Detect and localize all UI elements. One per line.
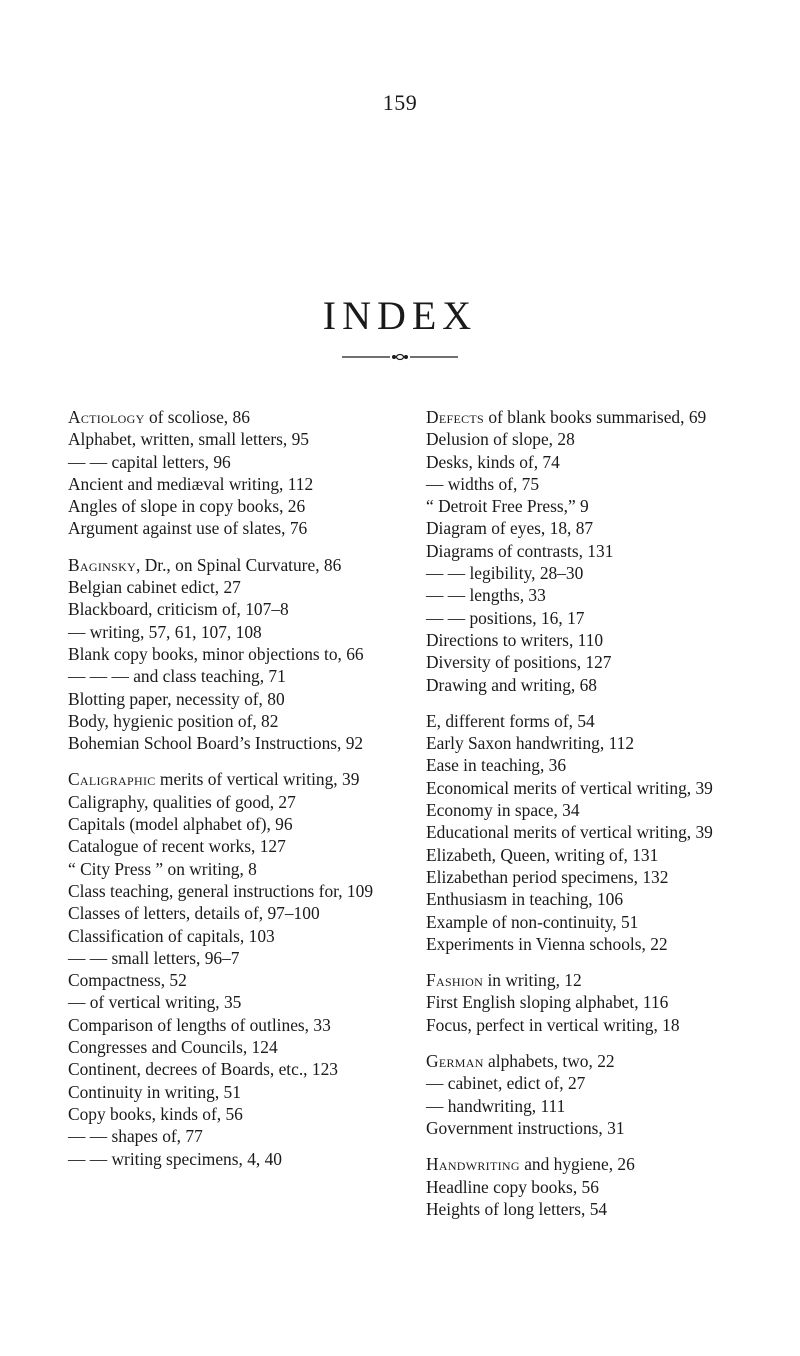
index-entry xyxy=(68,813,386,835)
index-entry xyxy=(68,991,386,1013)
index-entry xyxy=(68,665,386,687)
index-entry xyxy=(426,1050,744,1072)
index-entry xyxy=(426,540,744,562)
entry-text: — writing, 57, 61, 107, 108 xyxy=(68,621,262,642)
entry-text: Catalogue of recent works, 127 xyxy=(68,836,286,857)
entry-text: — cabinet, edict of, 27 xyxy=(426,1073,586,1094)
index-entry xyxy=(68,451,386,473)
index-entry xyxy=(68,576,386,598)
index-entry xyxy=(426,991,744,1013)
entry-text: Classification of capitals, 103 xyxy=(68,925,275,946)
index-entry xyxy=(68,1014,386,1036)
entry-lead-word: Baginsky xyxy=(68,554,136,575)
entry-lead-word: Actiology xyxy=(68,407,145,427)
index-entry xyxy=(68,495,386,517)
ornament-rule xyxy=(342,352,458,362)
index-column-left xyxy=(68,406,386,1170)
entry-text: “ Detroit Free Press,” 9 xyxy=(426,496,589,517)
entry-text: Economy in space, 34 xyxy=(426,800,580,821)
index-entry xyxy=(426,1153,744,1175)
entry-text: First English sloping alphabet, 116 xyxy=(426,992,669,1013)
entry-text: Ease in teaching, 36 xyxy=(426,755,567,776)
index-entry xyxy=(68,732,386,754)
entry-text: Comparison of lengths of outlines, 33 xyxy=(68,1014,331,1035)
index-entry xyxy=(426,562,744,584)
entry-text: Desks, kinds of, 74 xyxy=(426,451,560,472)
entry-text: Compactness, 52 xyxy=(68,970,187,991)
index-entry xyxy=(68,643,386,665)
index-entry xyxy=(426,844,744,866)
index-entry xyxy=(426,799,744,821)
index-entry xyxy=(68,1036,386,1058)
entry-text: Ancient and mediæval writing, 112 xyxy=(68,473,314,494)
index-entry xyxy=(68,1103,386,1125)
index-entry xyxy=(68,902,386,924)
index-entry xyxy=(68,947,386,969)
index-entry xyxy=(68,925,386,947)
index-entry xyxy=(426,451,744,473)
entry-text: — — lengths, 33 xyxy=(426,585,546,606)
index-entry xyxy=(426,866,744,888)
entry-text: Government instructions, 31 xyxy=(426,1117,625,1138)
entry-text: “ City Press ” on writing, 8 xyxy=(68,858,257,879)
entry-text: of scoliose, 86 xyxy=(144,407,250,427)
entry-text: Blackboard, criticism of, 107–8 xyxy=(68,599,289,620)
index-entry xyxy=(426,1095,744,1117)
entry-text: Drawing and writing, 68 xyxy=(426,674,597,695)
page-title: INDEX xyxy=(322,293,478,338)
entry-text: and hygiene, 26 xyxy=(519,1154,635,1175)
index-entry xyxy=(426,1117,744,1139)
entry-text: Economical merits of vertical writing, 39 xyxy=(426,777,713,798)
index-column-right xyxy=(426,406,744,1220)
entry-text: Headline copy books, 56 xyxy=(426,1176,599,1197)
index-entry xyxy=(68,688,386,710)
page-number: 159 xyxy=(382,90,418,115)
index-entry xyxy=(426,1072,744,1094)
index-entry xyxy=(426,821,744,843)
index-entry xyxy=(426,495,744,517)
entry-text: of blank books summarised, 69 xyxy=(484,407,707,427)
entry-text: Argument against use of slates, 76 xyxy=(68,518,308,539)
index-entry xyxy=(68,517,386,539)
entry-text: Belgian cabinet edict, 27 xyxy=(68,577,241,598)
entry-text: Classes of letters, details of, 97–100 xyxy=(68,903,320,924)
index-entry xyxy=(68,428,386,450)
index-entry xyxy=(426,732,744,754)
index-entry xyxy=(426,888,744,910)
entry-text: E, different forms of, 54 xyxy=(426,710,595,731)
entry-text: Class teaching, general instructions for, 109 xyxy=(68,880,374,901)
entry-text: Blank copy books, minor objections to, 66 xyxy=(68,643,364,664)
entry-text: Copy books, kinds of, 56 xyxy=(68,1103,243,1124)
index-entry xyxy=(68,1081,386,1103)
entry-text: — — positions, 16, 17 xyxy=(426,607,585,628)
entry-text: Alphabet, written, small letters, 95 xyxy=(68,429,309,450)
index-entry xyxy=(426,428,744,450)
entry-text: Bohemian School Board’s Instructions, 92 xyxy=(68,733,364,754)
entry-text: Diagram of eyes, 18, 87 xyxy=(426,518,594,539)
entry-text: Capitals (model alphabet of), 96 xyxy=(68,814,293,835)
entry-text: Congresses and Councils, 124 xyxy=(68,1037,278,1058)
entry-text: Focus, perfect in vertical writing, 18 xyxy=(426,1014,680,1035)
index-entry xyxy=(68,473,386,495)
index-entry xyxy=(426,406,744,428)
entry-text: — — writing specimens, 4, 40 xyxy=(68,1148,282,1169)
entry-text: Elizabeth, Queen, writing of, 131 xyxy=(426,844,659,865)
index-entry xyxy=(426,607,744,629)
entry-text: Experiments in Vienna schools, 22 xyxy=(426,933,668,954)
index-entry xyxy=(68,791,386,813)
index-entry xyxy=(426,710,744,732)
entry-text: merits of vertical writing, 39 xyxy=(155,769,360,790)
index-entry xyxy=(426,651,744,673)
index-entry xyxy=(426,1198,744,1220)
entry-text: — — small letters, 96–7 xyxy=(68,947,240,968)
entry-text: Educational merits of vertical writing, 39 xyxy=(426,822,713,843)
index-entry xyxy=(68,1058,386,1080)
index-entry xyxy=(68,880,386,902)
entry-text: Delusion of slope, 28 xyxy=(426,429,575,450)
index-entry xyxy=(426,473,744,495)
entry-text: Heights of long letters, 54 xyxy=(426,1198,608,1219)
entry-text: — — shapes of, 77 xyxy=(68,1126,203,1147)
entry-lead-word: Fashion xyxy=(426,970,484,991)
index-entry xyxy=(426,517,744,539)
entry-text: — of vertical writing, 35 xyxy=(68,992,242,1013)
index-entry xyxy=(68,598,386,620)
entry-text: Diversity of positions, 127 xyxy=(426,652,612,673)
entry-text: Continuity in writing, 51 xyxy=(68,1081,241,1102)
index-entry xyxy=(68,1148,386,1170)
entry-text: Elizabethan period specimens, 132 xyxy=(426,866,669,887)
index-entry xyxy=(68,969,386,991)
entry-text: Body, hygienic position of, 82 xyxy=(68,710,279,731)
entry-lead-word: Handwriting xyxy=(426,1154,520,1175)
entry-text: Continent, decrees of Boards, etc., 123 xyxy=(68,1059,338,1080)
index-entry xyxy=(426,1176,744,1198)
entry-text: Early Saxon handwriting, 112 xyxy=(426,733,635,754)
entry-text: Directions to writers, 110 xyxy=(426,629,604,650)
entry-text: alphabets, two, 22 xyxy=(483,1051,615,1072)
index-entry xyxy=(68,835,386,857)
entry-text: — — legibility, 28–30 xyxy=(426,563,584,584)
index-entry xyxy=(426,584,744,606)
entry-text: Caligraphy, qualities of good, 27 xyxy=(68,791,296,812)
index-entry xyxy=(68,554,386,576)
entry-lead-word: German xyxy=(426,1051,484,1072)
index-entry xyxy=(426,969,744,991)
entry-text: — widths of, 75 xyxy=(426,473,540,494)
index-entry xyxy=(426,629,744,651)
index-entry xyxy=(426,933,744,955)
entry-text: Blotting paper, necessity of, 80 xyxy=(68,688,285,709)
entry-text: Enthusiasm in teaching, 106 xyxy=(426,889,624,910)
index-entry xyxy=(68,621,386,643)
entry-text: , Dr., on Spinal Curvature, 86 xyxy=(136,554,342,575)
entry-text: in writing, 12 xyxy=(483,970,582,991)
entry-lead-word: Defects xyxy=(426,407,485,427)
entry-text: — — — and class teaching, 71 xyxy=(68,666,286,687)
entry-text: Diagrams of contrasts, 131 xyxy=(426,540,614,561)
entry-lead-word: Caligraphic xyxy=(68,769,156,790)
entry-text: Angles of slope in copy books, 26 xyxy=(68,496,306,517)
index-entry xyxy=(68,768,386,790)
index-entry xyxy=(426,1014,744,1036)
index-entry xyxy=(426,777,744,799)
entry-text: Example of non-continuity, 51 xyxy=(426,911,639,932)
index-entry xyxy=(68,858,386,880)
index-entry xyxy=(426,754,744,776)
index-entry xyxy=(426,674,744,696)
index-entry xyxy=(68,710,386,732)
index-entry xyxy=(68,1125,386,1147)
index-entry xyxy=(426,911,744,933)
index-entry xyxy=(68,406,386,428)
entry-text: — — capital letters, 96 xyxy=(68,451,231,472)
entry-text: — handwriting, 111 xyxy=(426,1095,566,1116)
